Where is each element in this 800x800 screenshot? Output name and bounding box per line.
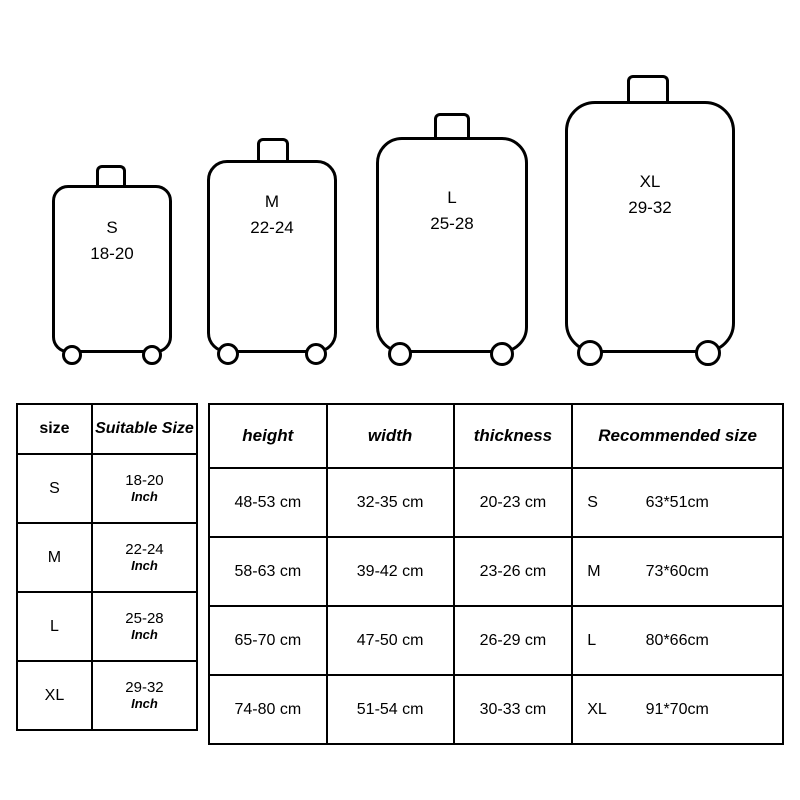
table-header-row bbox=[17, 404, 197, 454]
table-row bbox=[17, 592, 197, 661]
suitcase-range-m: 22-24 bbox=[250, 218, 294, 238]
table-header-row bbox=[209, 404, 783, 468]
cell-height: 58-63 cm bbox=[209, 537, 327, 606]
cell-recommended bbox=[572, 675, 783, 744]
cell-recommended bbox=[572, 468, 783, 537]
cell-suitable-value: 18-20 bbox=[125, 472, 164, 490]
table-row bbox=[17, 523, 197, 592]
suitcase-wheel-l-left bbox=[388, 342, 412, 366]
suitcase-wheel-xl-right bbox=[695, 340, 721, 366]
cell-recommended bbox=[572, 537, 783, 606]
cell-suitable bbox=[92, 661, 197, 730]
suitcase-code-s: S bbox=[106, 218, 118, 237]
suitcase-range-l: 25-28 bbox=[430, 214, 474, 234]
cell-size: M bbox=[17, 523, 92, 592]
suitcase-handle-m bbox=[257, 138, 289, 160]
suitcase-xl bbox=[565, 63, 735, 353]
cell-width: 39-42 cm bbox=[327, 537, 454, 606]
table-row bbox=[209, 675, 783, 744]
suitcase-body-s bbox=[52, 185, 172, 353]
cell-recommended-code: XL bbox=[587, 700, 607, 718]
header-suitable-size: Suitable Size bbox=[92, 404, 197, 454]
table-row bbox=[209, 468, 783, 537]
cell-recommended-code: L bbox=[587, 631, 597, 649]
suitcase-code-xl: XL bbox=[639, 172, 661, 191]
cell-width: 51-54 cm bbox=[327, 675, 454, 744]
cell-size: XL bbox=[17, 661, 92, 730]
suitcase-label-xl bbox=[565, 169, 735, 222]
cell-suitable-value: 22-24 bbox=[125, 541, 164, 559]
cell-suitable-value: 29-32 bbox=[125, 679, 164, 697]
header-recommended-size: Recommended size bbox=[572, 404, 783, 468]
suitcase-code-l: L bbox=[447, 188, 457, 207]
cell-recommended-value: 80*66cm bbox=[645, 631, 709, 649]
cell-width: 47-50 cm bbox=[327, 606, 454, 675]
suitcase-label-m bbox=[207, 189, 337, 242]
table-row bbox=[17, 454, 197, 523]
cell-thickness: 20-23 cm bbox=[454, 468, 573, 537]
cell-size: S bbox=[17, 454, 92, 523]
cell-recommended-value: 63*51cm bbox=[645, 493, 709, 511]
suitcase-l bbox=[376, 103, 528, 353]
suitcase-s bbox=[52, 163, 172, 353]
suitcase-wheel-s-left bbox=[62, 345, 82, 365]
cell-thickness: 26-29 cm bbox=[454, 606, 573, 675]
cell-thickness: 23-26 cm bbox=[454, 537, 573, 606]
header-height: height bbox=[209, 404, 327, 468]
cell-height: 48-53 cm bbox=[209, 468, 327, 537]
suitcase-body-xl bbox=[565, 101, 735, 353]
suitcase-handle-xl bbox=[627, 75, 669, 101]
suitcase-range-s: 18-20 bbox=[90, 244, 134, 264]
dimensions-table bbox=[208, 403, 784, 745]
suitcase-handle-l bbox=[434, 113, 470, 137]
cell-suitable-unit: Inch bbox=[131, 488, 158, 504]
suitcase-wheel-xl-left bbox=[577, 340, 603, 366]
cell-height: 74-80 cm bbox=[209, 675, 327, 744]
cell-size: L bbox=[17, 592, 92, 661]
suitcase-handle-s bbox=[96, 165, 126, 185]
suitcase-wheel-m-left bbox=[217, 343, 239, 365]
suitcase-label-s bbox=[52, 215, 172, 268]
cell-suitable bbox=[92, 454, 197, 523]
cell-thickness: 30-33 cm bbox=[454, 675, 573, 744]
table-row bbox=[17, 661, 197, 730]
cell-recommended-code: S bbox=[587, 493, 598, 511]
cell-recommended-value: 91*70cm bbox=[645, 700, 709, 718]
cell-suitable-unit: Inch bbox=[131, 695, 158, 711]
cell-suitable-unit: Inch bbox=[131, 557, 158, 573]
suitcase-m bbox=[207, 128, 337, 353]
suitcase-label-l bbox=[376, 185, 528, 238]
cell-suitable bbox=[92, 523, 197, 592]
header-width: width bbox=[327, 404, 454, 468]
table-row bbox=[209, 537, 783, 606]
cell-recommended bbox=[572, 606, 783, 675]
cell-recommended-value: 73*60cm bbox=[645, 562, 709, 580]
cell-recommended-code: M bbox=[587, 562, 601, 580]
cell-suitable-value: 25-28 bbox=[125, 610, 164, 628]
header-thickness: thickness bbox=[454, 404, 573, 468]
header-size: size bbox=[17, 404, 92, 454]
luggage-size-illustration bbox=[0, 0, 800, 375]
suitcase-wheel-s-right bbox=[142, 345, 162, 365]
size-summary-table bbox=[16, 403, 198, 731]
suitcase-wheel-m-right bbox=[305, 343, 327, 365]
cell-suitable-unit: Inch bbox=[131, 626, 158, 642]
suitcase-body-l bbox=[376, 137, 528, 353]
cell-width: 32-35 cm bbox=[327, 468, 454, 537]
cell-height: 65-70 cm bbox=[209, 606, 327, 675]
suitcase-range-xl: 29-32 bbox=[628, 198, 672, 218]
suitcase-wheel-l-right bbox=[490, 342, 514, 366]
table-row bbox=[209, 606, 783, 675]
cell-suitable bbox=[92, 592, 197, 661]
suitcase-code-m: M bbox=[264, 192, 280, 211]
